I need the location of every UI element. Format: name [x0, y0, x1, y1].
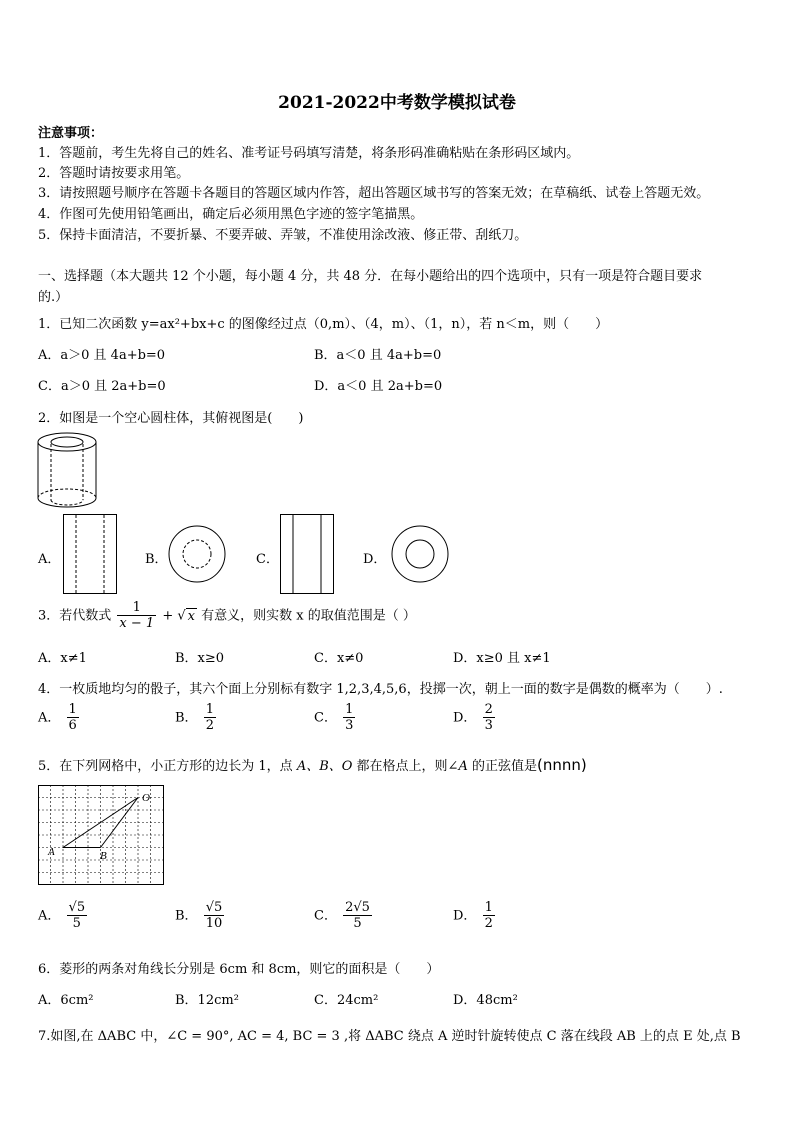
frac-num: 1 [68, 702, 77, 717]
q2-option-a-figure [63, 514, 117, 594]
q3-plus: + [162, 608, 174, 624]
section-heading: 一、选择题（本大题共 12 个小题，每小题 4 分，共 48 分．在每小题给出的四个选项中，只有一项是符合题目要求 [38, 269, 703, 284]
q4-option-c-fraction [343, 702, 355, 734]
q4-option-d [453, 702, 497, 734]
q3-option-c: C．x≠0 [314, 651, 364, 666]
q2-option-d-label: D． [363, 552, 387, 567]
q1-option-b: B．a＜0 且 4a+b=0 [314, 348, 442, 363]
q4-option-d-fraction [483, 702, 495, 734]
frac-den: 5 [353, 916, 362, 931]
q2-option-c-label: C． [256, 552, 279, 567]
q5-grid-figure [38, 785, 164, 885]
q5-option-d-label: D． [453, 908, 477, 924]
q3-stem [38, 600, 416, 632]
q4-option-a-label: A． [38, 710, 61, 726]
q3-stem-suffix: 有意义，则实数 x 的取值范围是（ ） [201, 608, 416, 624]
q4-option-a-fraction [67, 702, 79, 734]
q2-option-b-figure [168, 525, 226, 583]
notice-heading: 注意事项： [38, 126, 104, 141]
frac-num: √5 [205, 900, 223, 915]
q6-option-a: A．6cm² [38, 993, 94, 1008]
frac-den: 3 [345, 718, 354, 733]
q4-option-b-label: B． [175, 710, 198, 726]
notice-item: 4．作图可先使用铅笔画出，确定后必须用黑色字迹的签字笔描黑。 [38, 207, 424, 222]
q5-option-d-fraction [483, 900, 495, 932]
q4-option-b-fraction [204, 702, 216, 734]
notice-item: 2．答题时请按要求用笔。 [38, 166, 190, 181]
q6-option-b: B．12cm² [175, 993, 239, 1008]
q3-sqrt-arg: x [187, 608, 196, 624]
q6-stem: 6．菱形的两条对角线长分别是 6cm 和 8cm，则它的面积是（ ） [38, 962, 440, 977]
q4-option-d-label: D． [453, 710, 477, 726]
q5-option-b [175, 900, 226, 932]
q5-option-a [38, 900, 89, 932]
frac-num: 2 [484, 702, 493, 717]
q5-option-c-fraction [343, 900, 372, 932]
q5-stem-part: 的正弦值是 [467, 759, 537, 774]
page-title: 2021-2022中考数学模拟试卷 [278, 93, 516, 113]
q4-stem: 4．一枚质地均匀的骰子，其六个面上分别标有数字 1,2,3,4,5,6，投掷一次，朝上一面的数字是偶数的概率为（ ）. [38, 682, 723, 697]
q4-option-a [38, 702, 81, 734]
frac-num: 1 [345, 702, 354, 717]
frac-num: 1 [205, 702, 214, 717]
grid-label-a: A [48, 846, 55, 858]
q3-option-a: A．x≠1 [38, 651, 87, 666]
q5-points: A、B、O [296, 759, 353, 774]
section-heading-cont: 的.） [38, 290, 69, 305]
grid-label-b: B [100, 850, 107, 862]
q3-stem-prefix: 3．若代数式 [38, 608, 112, 624]
frac-den: 5 [72, 916, 81, 931]
q6-option-d: D．48cm² [453, 993, 518, 1008]
q5-stem-part: 都在格点上，则∠ [352, 759, 459, 774]
q5-stem-part: 5．在下列网格中，小正方形的边长为 1，点 [38, 759, 297, 774]
q2-option-d-figure [391, 525, 449, 583]
q5-option-d [453, 900, 497, 932]
q5-option-c [314, 900, 374, 932]
q5-option-a-label: A． [38, 908, 61, 924]
q5-option-b-fraction [204, 900, 225, 932]
q5-option-c-label: C． [314, 908, 337, 924]
q2-stem: 2．如图是一个空心圆柱体，其俯视图是( ) [38, 411, 304, 426]
q6-option-c: C．24cm² [314, 993, 379, 1008]
q4-option-b [175, 702, 218, 734]
q3-frac-den: x − 1 [119, 616, 155, 631]
frac-num: √5 [68, 900, 86, 915]
q1-option-a: A．a＞0 且 4a+b=0 [38, 348, 166, 363]
frac-num: 2√5 [345, 900, 370, 915]
q4-option-c-label: C． [314, 710, 337, 726]
q2-option-a-label: A． [38, 552, 61, 567]
frac-den: 2 [205, 718, 214, 733]
q5-option-b-label: B． [175, 908, 198, 924]
q3-fraction [117, 600, 156, 632]
q7-stem: 7.如图,在 ΔABC 中，∠C = 90°, AC = 4, BC = 3 ,将 ΔABC 绕点 A 逆时针旋转使点 C 落在线段 AB 上的点 E 处,点 B [38, 1029, 741, 1044]
frac-den: 10 [205, 916, 223, 931]
q1-stem: 1．已知二次函数 y=ax²+bx+c 的图像经过点（0,m）、（4，m）、（1，n），若 n＜m，则（ ） [38, 317, 609, 332]
hollow-cylinder-figure [36, 430, 104, 512]
frac-num: 1 [484, 900, 493, 915]
frac-den: 3 [484, 718, 493, 733]
q3-option-b: B．x≥0 [175, 651, 225, 666]
q2-option-c-figure [280, 514, 334, 594]
q5-stem [38, 755, 587, 774]
grid-label-o: O [142, 792, 150, 804]
q3-option-d: D．x≥0 且 x≠1 [453, 651, 551, 666]
q5-answer-paren: (nnnn) [536, 756, 587, 774]
notice-item: 1．答题前，考生先将自己的姓名、准考证号码填写清楚，将条形码准确粘贴在条形码区域内。 [38, 146, 580, 161]
q5-angle: A [458, 759, 468, 774]
sqrt-icon: √ [177, 608, 186, 624]
frac-den: 6 [68, 718, 77, 733]
q4-option-c [314, 702, 357, 734]
q1-option-d: D．a＜0 且 2a+b=0 [314, 379, 443, 394]
q1-option-c: C．a＞0 且 2a+b=0 [38, 379, 166, 394]
frac-den: 2 [484, 916, 493, 931]
q3-frac-num: 1 [117, 600, 156, 616]
notice-item: 3．请按照题号顺序在答题卡各题目的答题区域内作答，超出答题区域书写的答案无效；在草稿纸、试卷上答题无效。 [38, 186, 710, 201]
q5-option-a-fraction [67, 900, 88, 932]
notice-item: 5．保持卡面清洁，不要折暴、不要弄破、弄皱，不准使用涂改液、修正带、刮纸刀。 [38, 228, 528, 243]
q2-option-b-label: B． [145, 552, 168, 567]
